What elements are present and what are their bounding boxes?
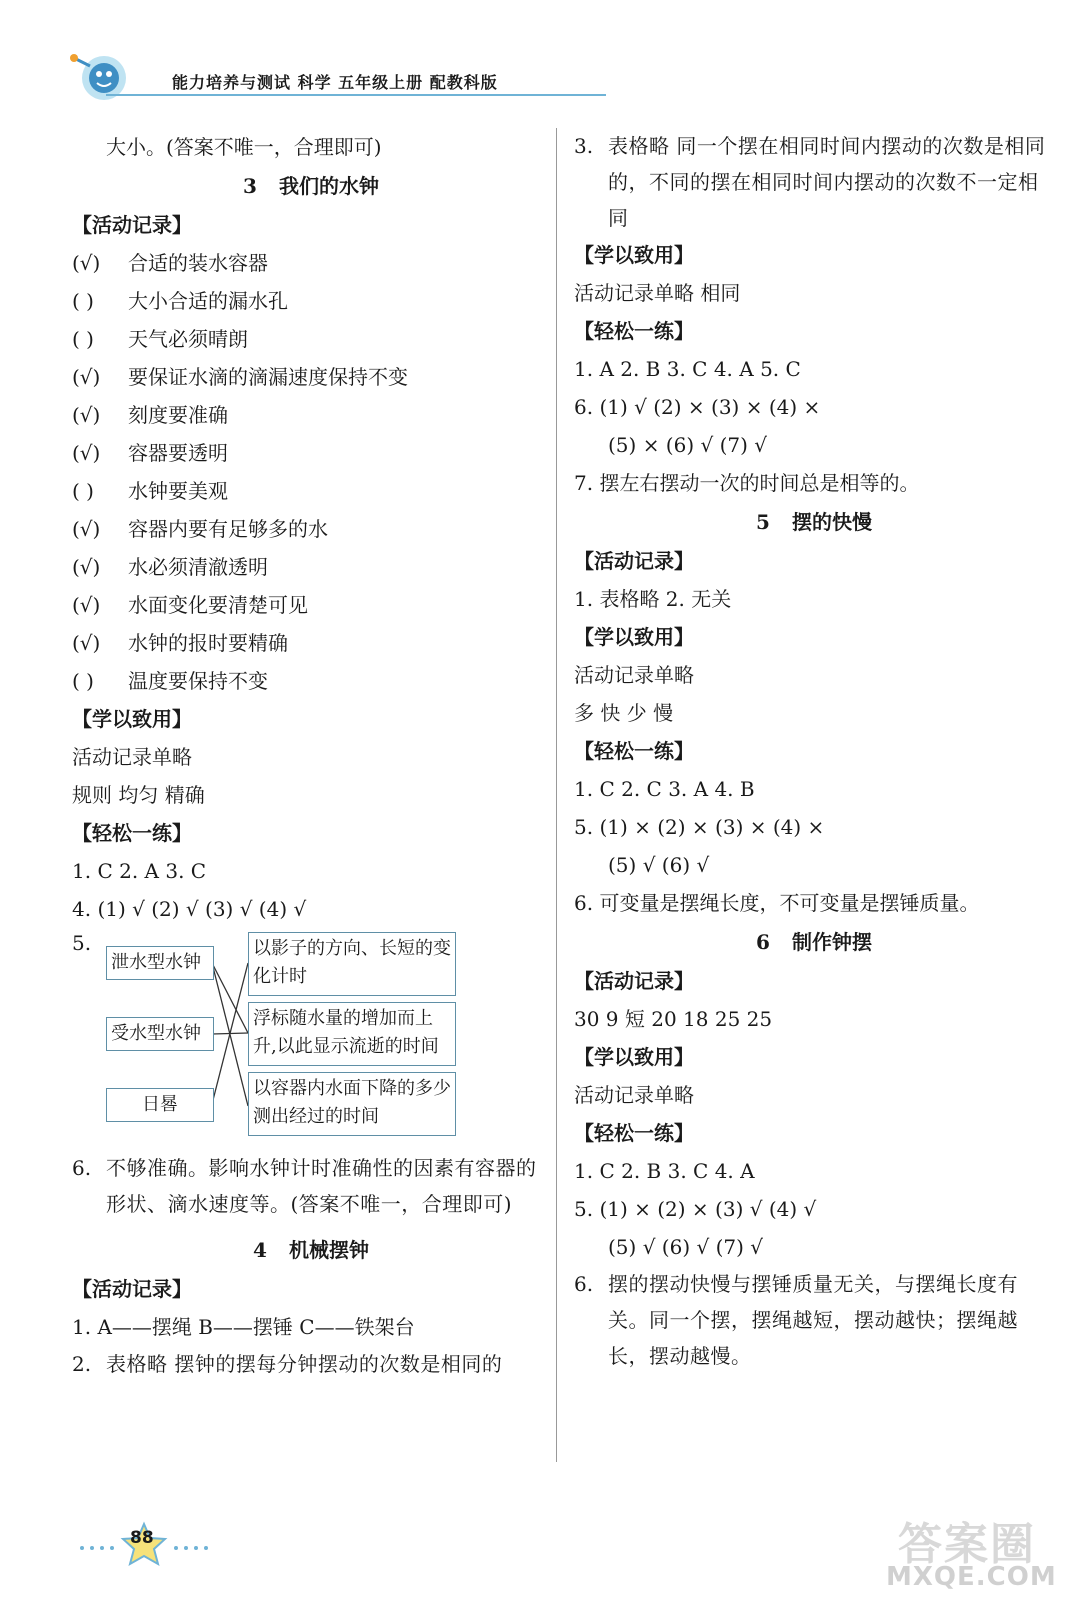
- apply-4: 活动记录单略 相同: [574, 281, 741, 305]
- checklist-text: 合适的装水容器: [128, 251, 268, 275]
- activity-checklist: [72, 244, 550, 700]
- page-header: [68, 48, 548, 108]
- tag-practice: 【轻松一练】: [72, 821, 192, 845]
- watermark: [874, 1508, 1064, 1594]
- tag-activity-record: 【活动记录】: [574, 969, 694, 993]
- practice-6-text: 不够准确。影响水钟计时准确性的因素有容器的形状、滴水速度等。(答案不唯一，合理即可): [106, 1156, 537, 1216]
- apply-5a: 活动记录单略: [574, 663, 694, 687]
- activity-4-2: [72, 1346, 550, 1382]
- check-mark: (√): [72, 631, 101, 655]
- match-right-item: 以容器内水面下降的多少测出经过的时间: [248, 1072, 456, 1136]
- practice-4-6a: 6. (1) √ (2) × (3) × (4) ×: [574, 395, 821, 419]
- checklist-text: 容器要透明: [128, 441, 228, 465]
- checklist-text: 水面变化要清楚可见: [128, 593, 308, 617]
- section-4-title: [72, 1230, 550, 1270]
- practice-4-6b: (5) × (6) √ (7) √: [608, 433, 768, 457]
- match-left-item: 泄水型水钟: [106, 946, 214, 980]
- match-left-item: 日晷: [106, 1088, 214, 1122]
- book-title: 能力培养与测试 科学 五年级上册 配教科版: [172, 73, 498, 92]
- tag-apply: 【学以致用】: [574, 243, 694, 267]
- page-footer: [68, 1516, 228, 1576]
- right-column: [574, 128, 1054, 1374]
- checklist-item: [72, 396, 550, 434]
- checklist-item: [72, 472, 550, 510]
- practice-4-7: 7. 摆左右摆动一次的时间总是相等的。: [574, 471, 920, 495]
- checklist-item: [72, 586, 550, 624]
- section-3-title: [72, 166, 550, 206]
- section-6-title: [574, 922, 1054, 962]
- checklist-item: [72, 434, 550, 472]
- checklist-text: 水钟的报时要精确: [128, 631, 288, 655]
- item-number: 6.: [72, 1156, 92, 1180]
- activity-4-2-text: 表格略 摆钟的摆每分钟摆动的次数是相同的: [106, 1352, 503, 1376]
- checklist-text: 水必须清澈透明: [128, 555, 268, 579]
- page-number: 88: [130, 1528, 154, 1548]
- checklist-item: [72, 320, 550, 358]
- item-number: 2.: [72, 1352, 92, 1376]
- item-number: 3.: [574, 134, 594, 158]
- practice-6: [72, 1150, 550, 1222]
- check-mark: (√): [72, 251, 101, 275]
- practice-5-5b: (5) √ (6) √: [608, 853, 710, 877]
- section-number: 4: [253, 1238, 267, 1262]
- checklist-text: 要保证水滴的滴漏速度保持不变: [128, 365, 408, 389]
- checklist-item: [72, 662, 550, 700]
- apply-6: 活动记录单略: [574, 1083, 694, 1107]
- tag-apply: 【学以致用】: [574, 625, 694, 649]
- practice-6-6-text: 摆的摆动快慢与摆锤质量无关，与摆绳长度有关。同一个摆，摆绳越短，摆动越快；摆绳越长，摆动越慢。: [608, 1272, 1018, 1368]
- check-mark: (√): [72, 403, 101, 427]
- check-mark: ( ): [72, 479, 94, 503]
- activity-4-1: 1. A——摆绳 B——摆锤 C——铁架台: [72, 1315, 415, 1339]
- tag-practice: 【轻松一练】: [574, 1121, 694, 1145]
- practice-5-number: 5.: [72, 931, 92, 955]
- checklist-text: 水钟要美观: [128, 479, 228, 503]
- section-5-title: [574, 502, 1054, 542]
- practice-1-3: 1. C 2. A 3. C: [72, 859, 207, 883]
- check-mark: (√): [72, 365, 101, 389]
- match-left-item: 受水型水钟: [106, 1017, 214, 1051]
- section-number: 5: [756, 510, 770, 534]
- tag-apply: 【学以致用】: [574, 1045, 694, 1069]
- mascot-icon: [68, 48, 138, 106]
- practice-6-1-4: 1. C 2. B 3. C 4. A: [574, 1159, 755, 1183]
- checklist-text: 天气必须晴朗: [128, 327, 248, 351]
- practice-4-1-5: 1. A 2. B 3. C 4. A 5. C: [574, 357, 801, 381]
- activity-5: 1. 表格略 2. 无关: [574, 587, 732, 611]
- column-divider: [556, 128, 557, 1462]
- checklist-item: [72, 358, 550, 396]
- section-number: 6: [756, 930, 770, 954]
- header-rule: [106, 94, 606, 96]
- check-mark: ( ): [72, 669, 94, 693]
- practice-5-5a: 5. (1) × (2) × (3) × (4) ×: [574, 815, 825, 839]
- checklist-item: [72, 624, 550, 662]
- match-right-item: 以影子的方向、长短的变化计时: [248, 932, 456, 996]
- section-name: 制作钟摆: [791, 930, 872, 954]
- check-mark: ( ): [72, 327, 94, 351]
- checklist-item: [72, 548, 550, 586]
- activity-4-3-text: 表格略 同一个摆在相同时间内摆动的次数是相同的，不同的摆在相同时间内摆动的次数不一定相同: [608, 134, 1046, 230]
- checklist-text: 容器内要有足够多的水: [128, 517, 328, 541]
- watermark-logo: 答案圈: [898, 1519, 1036, 1570]
- match-right-item: 浮标随水量的增加而上升,以此显示流逝的时间: [248, 1002, 456, 1066]
- watermark-url: MXQE.COM: [886, 1562, 1057, 1592]
- practice-5-6: 6. 可变量是摆绳长度，不可变量是摆锤质量。: [574, 891, 980, 915]
- checklist-text: 刻度要准确: [128, 403, 228, 427]
- check-mark: ( ): [72, 289, 94, 313]
- intro-text: 大小。(答案不唯一，合理即可): [106, 135, 382, 159]
- practice-6-6: [574, 1266, 1054, 1374]
- practice-6-5b: (5) √ (6) √ (7) √: [608, 1235, 764, 1259]
- apply-line-2: 规则 均匀 精确: [72, 783, 205, 807]
- matching-exercise: [72, 928, 550, 1150]
- item-number: 6.: [574, 1272, 594, 1296]
- section-name: 机械摆钟: [288, 1238, 369, 1262]
- tag-activity-record: 【活动记录】: [574, 549, 694, 573]
- checklist-item: [72, 282, 550, 320]
- tag-activity-record: 【活动记录】: [72, 1277, 192, 1301]
- checklist-item: [72, 244, 550, 282]
- section-name: 摆的快慢: [791, 510, 872, 534]
- apply-5b: 多 快 少 慢: [574, 701, 674, 725]
- checklist-item: [72, 510, 550, 548]
- practice-6-5a: 5. (1) × (2) × (3) √ (4) √: [574, 1197, 817, 1221]
- checklist-text: 大小合适的漏水孔: [128, 289, 288, 313]
- activity-6: 30 9 短 20 18 25 25: [574, 1007, 773, 1031]
- section-name: 我们的水钟: [278, 174, 379, 198]
- tag-apply: 【学以致用】: [72, 707, 192, 731]
- tag-practice: 【轻松一练】: [574, 739, 694, 763]
- check-mark: (√): [72, 593, 101, 617]
- check-mark: (√): [72, 517, 101, 541]
- apply-line-1: 活动记录单略: [72, 745, 192, 769]
- tag-activity-record: 【活动记录】: [72, 213, 192, 237]
- section-number: 3: [243, 174, 257, 198]
- check-mark: (√): [72, 555, 101, 579]
- practice-4: 4. (1) √ (2) √ (3) √ (4) √: [72, 897, 307, 921]
- tag-practice: 【轻松一练】: [574, 319, 694, 343]
- practice-5-1-4: 1. C 2. C 3. A 4. B: [574, 777, 755, 801]
- check-mark: (√): [72, 441, 101, 465]
- activity-4-3: [574, 128, 1054, 236]
- left-column: [72, 128, 550, 1382]
- checklist-text: 温度要保持不变: [128, 669, 268, 693]
